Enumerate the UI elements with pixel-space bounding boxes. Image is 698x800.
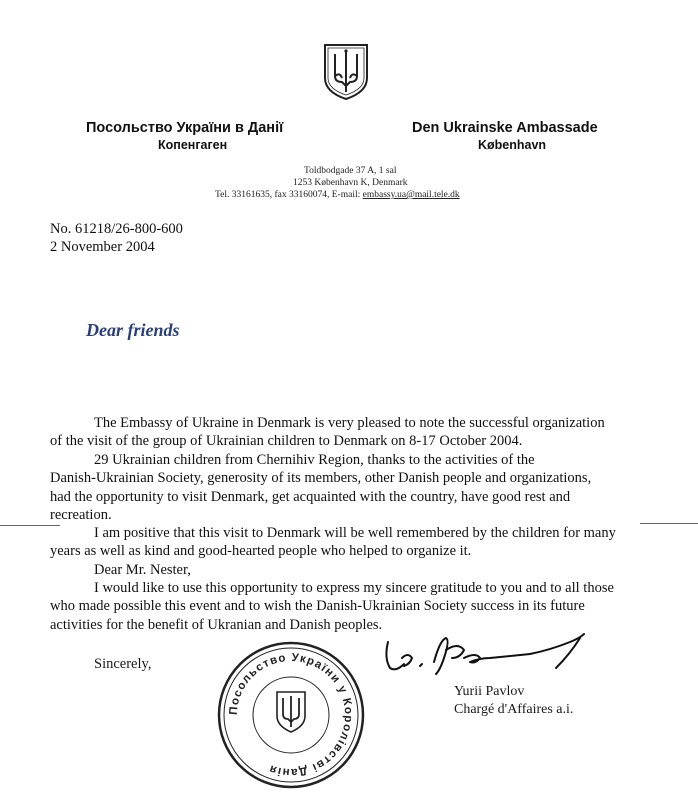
paragraph-line: Danish-Ukrainian Society, generosity of its members, other Danish people and organizations, [50,470,592,487]
city-name-danish: København [478,138,547,152]
paragraph-line: of the visit of the group of Ukrainian children to Denmark on 8-17 October 2004. [50,433,523,450]
paragraph-4 [50,579,650,634]
reference-number: No. 61218/26-800-600 [50,221,183,237]
paragraph-line: 29 Ukrainian children from Chernihiv Region, thanks to the activities of the [94,452,535,468]
city-name-ukrainian: Копенгаген [158,138,228,152]
contact-phone-fax: Tel. 33161635, fax 33160074, E-mail: [215,190,363,200]
embassy-name-danish: Den Ukrainske Ambassade [412,120,598,136]
salutation-text: Dear Mr. Nester, [94,562,191,578]
paragraph-line: recreation. [50,506,112,523]
signer-name: Yurii Pavlov [454,684,525,699]
embassy-name-ukrainian: Посольство України в Данії [86,120,284,136]
paragraph-3 [50,524,650,561]
address-contact-line [215,190,460,200]
paragraph-line: had the opportunity to visit Denmark, get acquainted with the country, have good rest and [50,488,571,505]
paragraph-line: I would like to use this opportunity to express my sincere gratitude to you and to all those [94,580,614,596]
greeting: Dear friends [86,320,180,340]
handwritten-signature [380,628,590,680]
address-line-street: Toldbodgade 37 A, 1 sal [304,166,397,176]
paragraph-1 [50,414,650,451]
email-link[interactable]: embassy.ua@mail.tele.dk [362,190,460,200]
letter-date: 2 November 2004 [50,239,155,255]
trident-emblem-icon [322,42,370,102]
seal-text: Посольство України у Королівстві Данія [227,651,355,779]
paragraph-line: activities for the benefit of Ukranian and Danish peoples. [50,616,383,633]
address-line-city: 1253 København K, Denmark [293,178,408,188]
signer-title: Chargé d'Affaires a.i. [454,702,574,717]
paragraph-2 [50,451,650,524]
seal-trident-icon [277,692,305,732]
paragraph-line: who made possible this event and to wish the Danish-Ukrainian Society success in its future [50,598,585,615]
paragraph-line: I am positive that this visit to Denmark will be well remembered by the children for many [94,525,616,541]
closing-sincerely: Sincerely, [94,656,152,672]
paragraph-line: The Embassy of Ukraine in Denmark is very pleased to note the successful organization [94,415,605,431]
embassy-seal-stamp [216,640,366,790]
paragraph-line: years as well as kind and good-hearted people who helped to organize it. [50,543,472,560]
salutation [50,561,650,579]
